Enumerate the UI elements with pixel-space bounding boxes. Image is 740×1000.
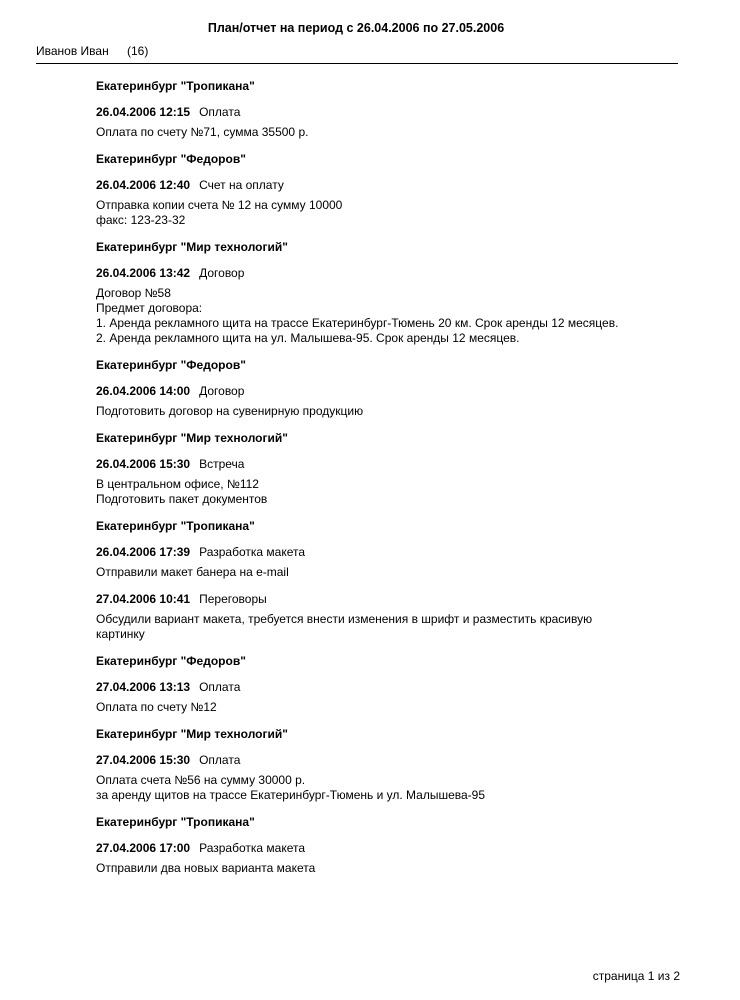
page-indicator: страница 1 из 2 xyxy=(592,969,680,983)
company-name: Екатеринбург "Федоров" xyxy=(96,654,246,668)
event-description: Отправили два новых варианта макета xyxy=(96,861,316,875)
author-count: (16) xyxy=(127,44,149,58)
event-type: Переговоры xyxy=(199,592,267,606)
event-header xyxy=(96,841,696,855)
event-entry xyxy=(96,105,696,140)
event-entry xyxy=(96,178,696,228)
event-header xyxy=(96,545,696,559)
event-datetime: 26.04.2006 17:39 xyxy=(96,545,191,559)
event-header xyxy=(96,178,696,192)
event-description: Оплата по счету №71, сумма 35500 р. xyxy=(96,125,309,139)
event-entry xyxy=(96,753,696,803)
event-datetime: 26.04.2006 12:40 xyxy=(96,178,191,192)
event-description: Оплата счета №56 на сумму 30000 р. за аренду щитов на трассе Екатеринбург-Тюмень и ул. Малышева-95 xyxy=(96,773,486,802)
event-type: Разработка макета xyxy=(199,841,306,855)
company-group xyxy=(96,358,696,419)
event-type: Договор xyxy=(199,384,245,398)
company-name: Екатеринбург "Тропикана" xyxy=(96,815,255,829)
company-group xyxy=(96,79,696,140)
event-entry xyxy=(96,457,696,507)
company-name: Екатеринбург "Мир технологий" xyxy=(96,727,288,741)
event-type: Оплата xyxy=(199,753,241,767)
company-name: Екатеринбург "Федоров" xyxy=(96,152,246,166)
event-type: Оплата xyxy=(199,680,241,694)
company-group xyxy=(96,519,696,642)
event-header xyxy=(96,266,696,280)
company-name: Екатеринбург "Тропикана" xyxy=(96,79,255,93)
event-datetime: 26.04.2006 14:00 xyxy=(96,384,191,398)
event-datetime: 27.04.2006 13:13 xyxy=(96,680,191,694)
event-header xyxy=(96,457,696,471)
event-description: Обсудили вариант макета, требуется внести изменения в шрифт и разместить красивую картинку xyxy=(96,612,593,641)
event-header xyxy=(96,753,696,767)
event-description: Подготовить договор на сувенирную продукцию xyxy=(96,404,364,418)
event-datetime: 27.04.2006 15:30 xyxy=(96,753,191,767)
report-content xyxy=(96,79,696,888)
event-description: Договор №58 Предмет договора: 1. Аренда рекламного щита на трассе Екатеринбург-Тюмень 20 км. Срок аренды 12 месяцев. 2. Аренда рекламного щита на ул. Малышева-95. Срок аренды 12 месяцев. xyxy=(96,286,619,345)
author-name: Иванов Иван xyxy=(36,44,109,58)
event-datetime: 26.04.2006 15:30 xyxy=(96,457,191,471)
company-group xyxy=(96,727,696,803)
event-description: В центральном офисе, №112 Подготовить пакет документов xyxy=(96,477,268,506)
event-header xyxy=(96,384,696,398)
event-description: Отправка копии счета № 12 на сумму 10000 факс: 123-23-32 xyxy=(96,198,343,227)
event-description: Оплата по счету №12 xyxy=(96,700,217,714)
report-title: План/отчет на период с 26.04.2006 по 27.05.2006 xyxy=(207,21,505,35)
company-group xyxy=(96,654,696,715)
event-entry xyxy=(96,592,696,642)
event-type: Разработка макета xyxy=(199,545,306,559)
event-datetime: 26.04.2006 13:42 xyxy=(96,266,191,280)
event-datetime: 27.04.2006 17:00 xyxy=(96,841,191,855)
company-name: Екатеринбург "Мир технологий" xyxy=(96,240,288,254)
company-group xyxy=(96,431,696,507)
event-description: Отправили макет банера на e-mail xyxy=(96,565,289,579)
event-header xyxy=(96,680,696,694)
company-group xyxy=(96,240,696,346)
event-entry xyxy=(96,384,696,419)
event-entry xyxy=(96,266,696,346)
company-name: Екатеринбург "Федоров" xyxy=(96,358,246,372)
event-entry xyxy=(96,545,696,580)
company-name: Екатеринбург "Мир технологий" xyxy=(96,431,288,445)
event-entry xyxy=(96,680,696,715)
event-type: Счет на оплату xyxy=(199,178,284,192)
event-datetime: 27.04.2006 10:41 xyxy=(96,592,191,606)
company-name: Екатеринбург "Тропикана" xyxy=(96,519,255,533)
event-header xyxy=(96,592,696,606)
event-type: Договор xyxy=(199,266,245,280)
event-header xyxy=(96,105,696,119)
event-entry xyxy=(96,841,696,876)
event-type: Оплата xyxy=(199,105,241,119)
event-type: Встреча xyxy=(199,457,245,471)
company-group xyxy=(96,152,696,228)
event-datetime: 26.04.2006 12:15 xyxy=(96,105,191,119)
report-header xyxy=(36,44,678,64)
company-group xyxy=(96,815,696,876)
